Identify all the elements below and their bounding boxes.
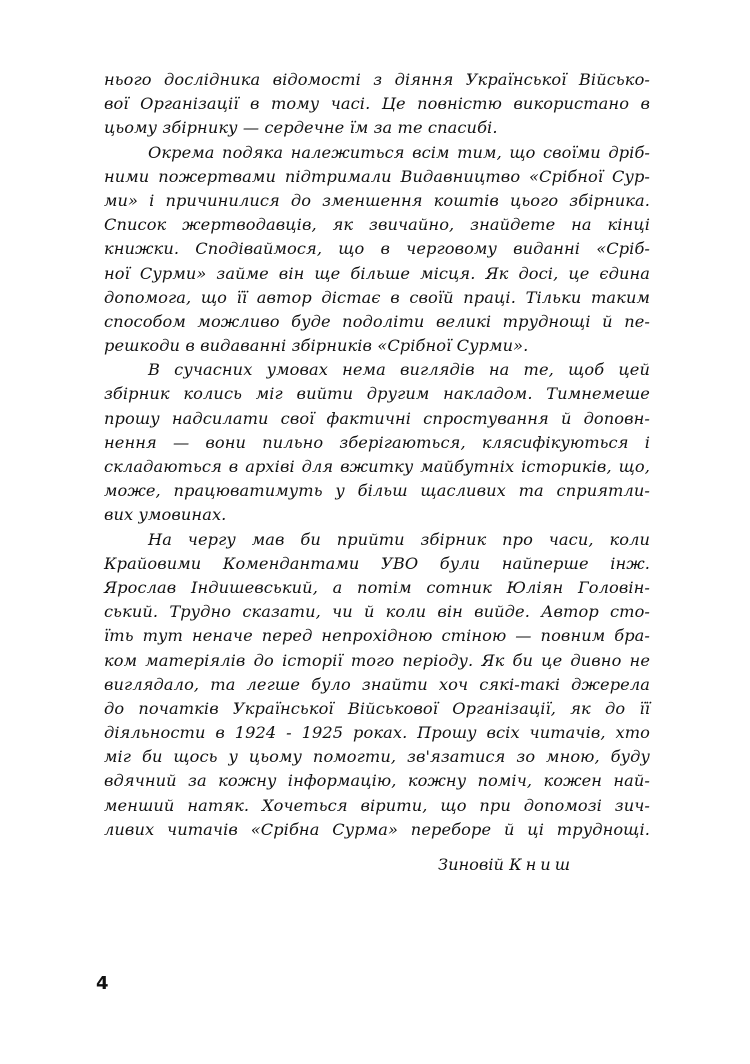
text-line: менший натяк. Хочеться вірити, що при допомозі зич-: [104, 795, 650, 815]
text-line: Окрема подяка належиться всім тим, що своїми дріб-: [148, 142, 650, 162]
page-number: 4: [96, 973, 109, 994]
text-line: книжки. Сподіваймося, що в черговому виданні «Срiб-: [104, 239, 650, 259]
text-line: ними пожертвами підтримали Видавництво «Срібної Сур-: [104, 166, 650, 186]
text-line: В сучасних умовах нема виглядів на те, щоб цей: [148, 360, 650, 380]
text-line: вої Організації в тому часі. Це повністю використано в: [104, 94, 650, 114]
text-line: нього дослідника відомості з діяння Української Військо-: [104, 70, 650, 89]
text-line: міг би щось у цьому помогти, зв'язатися зо мною, буду: [104, 747, 650, 767]
text-line: Ярослав Індишевський, а потім сотник Юліян Головін-: [104, 577, 650, 597]
author-signature: [438, 853, 574, 877]
text-line: допомога, що її автор дістає в своїй праці. Тільки таким: [104, 287, 650, 307]
text-line: складаються в архіві для вжитку майбутніх істориків, що,: [104, 457, 650, 476]
text-line: Крайовими Комендантами УВО були найперше інж.: [104, 553, 650, 573]
text-line: решкоди в видаванні збірників «Срібної Сурми».: [104, 336, 529, 356]
signature-first-name: Зиновій: [438, 855, 504, 874]
page-body-text: [104, 68, 650, 842]
text-line: до початків Української Військової Організації, як до її: [104, 698, 650, 718]
text-line: виглядало, та легше було знайти хоч сякі-такі джерела: [104, 674, 650, 694]
text-line: ми» і причинилися до зменшення коштів цього збірника.: [104, 190, 650, 210]
text-line: ком матеріялів до історії того періоду. Як би це дивно не: [104, 650, 650, 670]
text-line: Список жертводавців, як звичайно, знайдете на кінці: [104, 215, 650, 235]
text-line: способом можливо буде подолiти великі труднощі й пе-: [104, 311, 650, 331]
text-line: На чергу мав би прийти збірник про часи, коли: [148, 529, 650, 549]
text-line: діяльности в 1924 - 1925 роках. Прошу всіх читачів, хто: [104, 723, 650, 743]
text-line: прошу надсилати свої фактичні спростування й доповн-: [104, 408, 650, 428]
text-line: нення — вони пильно зберігаються, клясифікуються і: [104, 432, 650, 452]
text-line: вих умовинах.: [104, 505, 227, 525]
text-line: збірник колись міг вийти другим накладом. Тимнемеше: [104, 384, 650, 404]
text-line: вдячний за кожну інформацію, кожну поміч, кожен най-: [104, 771, 650, 791]
text-line: може, працюватимуть у більш щасливих та сприятли-: [104, 481, 650, 501]
text-line: цьому збірнику — сердечне їм за те спасибі.: [104, 118, 498, 138]
signature-last-name: Книш: [509, 855, 575, 874]
text-line: ський. Трудно сказати, чи й коли він вийде. Автор сто-: [104, 602, 650, 622]
text-line: їть тут неначе перед непрохідною стіною — повним бра-: [104, 626, 650, 646]
text-line: ної Сурми» займе він ще більше місця. Як досі, це єдина: [104, 263, 650, 283]
text-line: ливих читачів «Срібна Сурма» переборе й ці труднощі.: [104, 819, 650, 839]
